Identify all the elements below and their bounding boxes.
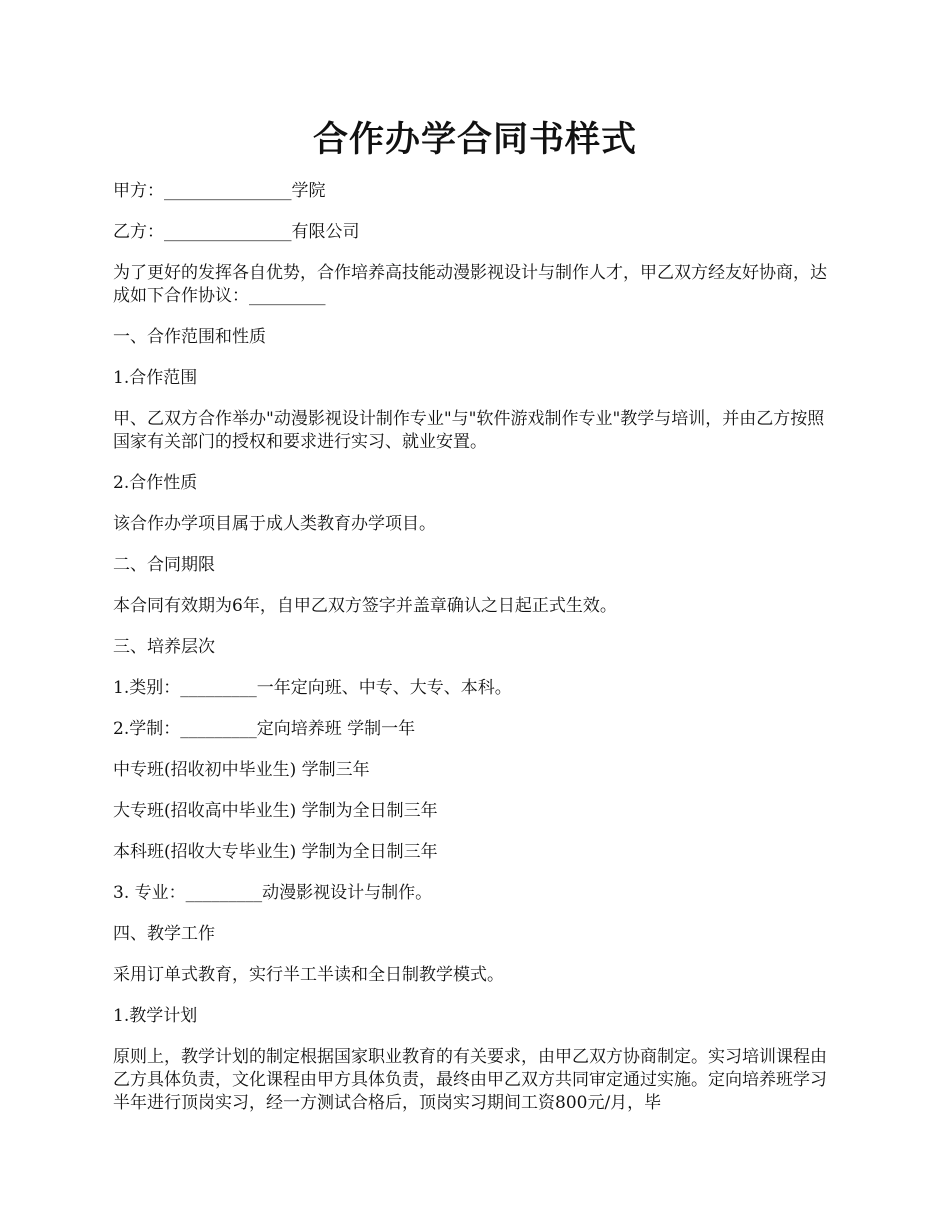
- teaching-plan-paragraph: 原则上，教学计划的制定根据国家职业教育的有关要求，由甲乙双方协商制定。实习培训课程由乙方具体负责，文化课程由甲方具体负责，最终由甲乙双方共同审定通过实施。定向培养班学习半年进行顶岗实习，经一方测试合格后，顶岗实习期间工资800元/月，毕: [113, 1047, 827, 1113]
- section-heading-1: 一、合作范围和性质: [113, 327, 266, 347]
- document-body: [113, 180, 841, 1133]
- document-title: 合作办学合同书样式: [312, 120, 637, 160]
- section-heading-4: 四、教学工作: [113, 924, 215, 944]
- college-class-line: 大专班(招收高中毕业生) 学制为全日制三年: [113, 801, 438, 821]
- section-heading-3: 三、培养层次: [113, 637, 215, 657]
- major-line: 3. 专业：_________动漫影视设计与制作。: [113, 883, 433, 903]
- scope-paragraph: 甲、乙双方合作举办"动漫影视设计制作专业"与"软件游戏制作专业"教学与培训，并由乙方按照国家有关部门的授权和要求进行实习、就业安置。: [113, 409, 825, 452]
- duration-line: 2.学制：_________定向培养班 学制一年: [113, 719, 416, 739]
- subsection-heading-4-1: 1.教学计划: [113, 1006, 198, 1026]
- preamble-paragraph: 为了更好的发挥各自优势，合作培养高技能动漫影视设计与制作人才，甲乙双方经友好协商，达成如下合作协议：_________: [113, 263, 827, 306]
- bachelor-class-line: 本科班(招收大专毕业生) 学制为全日制三年: [113, 842, 438, 862]
- subsection-heading-1-1: 1.合作范围: [113, 368, 198, 388]
- secondary-class-line: 中专班(招收初中毕业生) 学制三年: [113, 760, 370, 780]
- term-paragraph: 本合同有效期为6年，自甲乙双方签字并盖章确认之日起正式生效。: [113, 596, 617, 616]
- party-b-line: 乙方：_______________有限公司: [113, 222, 360, 242]
- category-line: 1.类别：_________一年定向班、中专、大专、本科。: [113, 678, 512, 698]
- section-heading-2: 二、合同期限: [113, 555, 215, 575]
- subsection-heading-1-2: 2.合作性质: [113, 473, 198, 493]
- nature-paragraph: 该合作办学项目属于成人类教育办学项目。: [113, 514, 436, 534]
- teaching-mode-paragraph: 采用订单式教育，实行半工半读和全日制教学模式。: [113, 965, 504, 985]
- party-a-line: 甲方：_______________学院: [113, 181, 326, 201]
